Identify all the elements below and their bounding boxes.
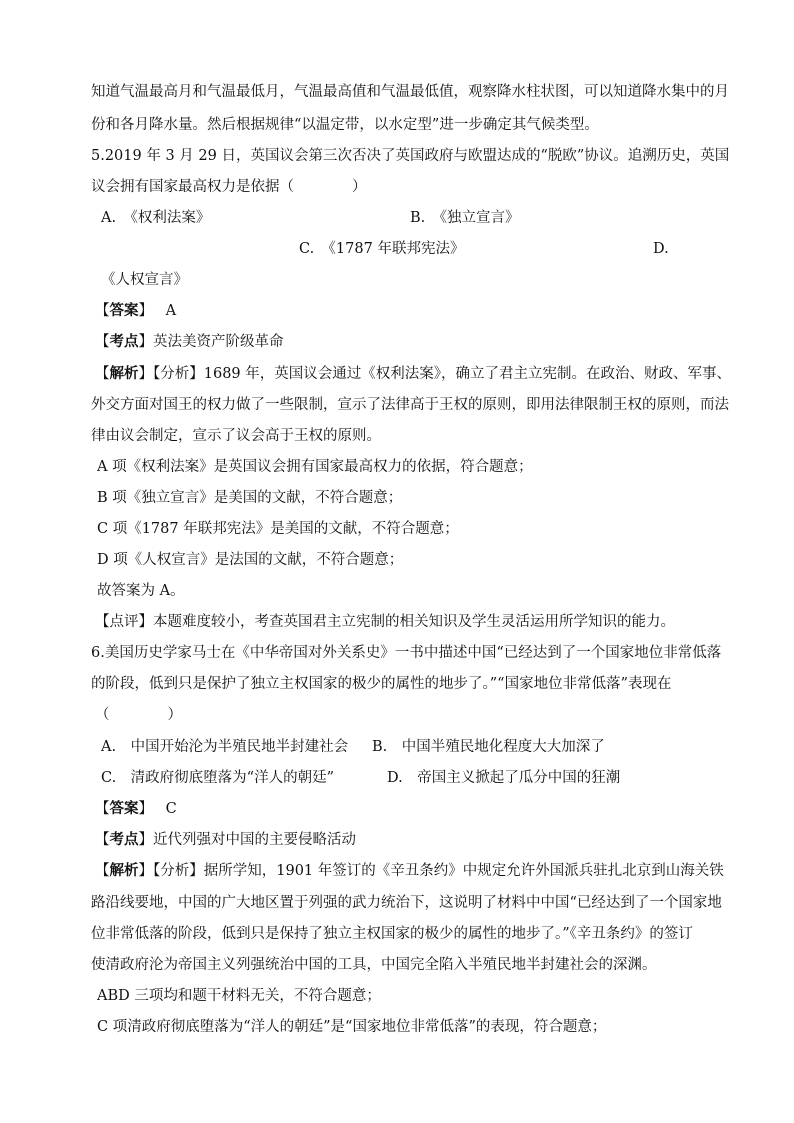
q5-dianping-tag: 【点评】 bbox=[95, 614, 153, 630]
q6-analysis-line-2: 路沿线要地，中国的广大地区置于列强的武力统治下，这说明了材料中中国“已经达到了一个国家地 bbox=[91, 895, 722, 911]
q5-analysis-line-3: 律由议会制定，宣示了议会高于王权的原则。 bbox=[91, 428, 381, 444]
q5-option-d-text: 《人权宣言》 bbox=[101, 272, 188, 288]
q5-item-d: D 项《人权宣言》是法国的文献，不符合题意； bbox=[97, 552, 404, 568]
q5-kaodian-tag: 【考点】 bbox=[95, 333, 153, 350]
q5-item-a: A 项《权利法案》是英国议会拥有国家最高权力的依据，符合题意； bbox=[97, 459, 533, 475]
q5-answer-value: A bbox=[165, 303, 177, 319]
q6-analysis-line-4: 使清政府沦为帝国主义列强统治中国的工具，中国完全陷入半殖民地半封建社会的深渊。 bbox=[91, 957, 657, 973]
q5-stem-line-1: 5.2019 年 3 月 29 日，英国议会第三次否决了英国政府与欧盟达成的“脱欧”协议。追溯历史，英国 bbox=[91, 148, 730, 164]
q5-analysis-line-1: 【解析】【分析】1689 年，英国议会通过《权利法案》，确立了君主立宪制。在政治、财政、军事、 bbox=[95, 365, 732, 382]
q5-item-b: B 项《独立宣言》是美国的文献，不符合题意； bbox=[97, 490, 403, 506]
q5-dianping-row: 【点评】本题难度较小，考查英国君主立宪制的相关知识及学生灵活运用所学知识的能力。 bbox=[95, 614, 675, 630]
q6-fenxi-tag: 【分析】 bbox=[153, 863, 204, 879]
q6-stem-line-3: （ ） bbox=[95, 707, 182, 723]
q6-analysis-line-3: 位非常低落的阶段，低到只是保持了独立主权国家的极少的属性的地步了。”《辛丑条约》的签订 bbox=[91, 926, 693, 942]
q6-kaodian-tag: 【考点】 bbox=[95, 831, 153, 848]
q6-option-b: B. 中国半殖民地化程度大大加深了 bbox=[372, 739, 605, 755]
q5-option-a: A. 《权利法案》 bbox=[101, 210, 211, 226]
q6-item-abd: ABD 三项均和题干材料无关，不符合题意； bbox=[97, 988, 381, 1004]
q5-fenxi-tag: 【分析】 bbox=[153, 366, 204, 382]
q5-analysis-line-2: 外交方面对国王的权力做了一些限制，宣示了法律高于王权的原则，即用法律限制王权的原则，而法 bbox=[91, 397, 729, 413]
q6-jiexi-tag: 【解析】 bbox=[95, 862, 153, 879]
intro-line-1: 知道气温最高月和气温最低月，气温最高值和气温最低值，观察降水柱状图，可以知道降水集中的月 bbox=[91, 84, 729, 100]
q5-stem-line-2: 议会拥有国家最高权力是依据（ ） bbox=[91, 179, 367, 195]
q6-item-c: C 项清政府彻底堕落为“洋人的朝廷”是“国家地位非常低落”的表现，符合题意； bbox=[97, 1019, 607, 1035]
q5-option-c: C. 《1787 年联邦宪法》 bbox=[299, 241, 465, 257]
q6-option-d: D. 帝国主义掀起了瓜分中国的狂潮 bbox=[387, 770, 621, 786]
q5-option-b: B. 《独立宣言》 bbox=[410, 210, 520, 226]
q5-jiexi-tag: 【解析】 bbox=[95, 365, 153, 382]
q6-stem-line-1: 6.美国历史学家马士在《中华帝国对外关系史》一书中描述中国“已经达到了一个国家地位非常低落 bbox=[91, 645, 722, 661]
q6-stem-line-2: 的阶段，低到只是保护了独立主权国家的极少的属性的地步了。”“国家地位非常低落”表现在 bbox=[91, 676, 672, 692]
q6-kaodian-row bbox=[95, 830, 356, 850]
q5-option-d-letter: D. bbox=[653, 241, 669, 257]
q5-item-c: C 项《1787 年联邦宪法》是美国的文献，不符合题意； bbox=[97, 521, 459, 537]
q5-kaodian-value: 英法美资产阶级革命 bbox=[153, 334, 284, 350]
q5-conclusion: 故答案为 A。 bbox=[97, 583, 185, 599]
q5-answer-tag: 【答案】 bbox=[95, 302, 153, 319]
q6-kaodian-value: 近代列强对中国的主要侵略活动 bbox=[153, 832, 356, 848]
q6-option-a: A. 中国开始沦为半殖民地半封建社会 bbox=[101, 739, 349, 755]
q6-analysis-line-1: 【解析】【分析】据所学知，1901 年签订的《辛丑条约》中规定允许外国派兵驻扎北京到山海关铁 bbox=[95, 862, 724, 879]
q6-answer-tag: 【答案】 bbox=[95, 800, 153, 817]
q5-answer-row bbox=[95, 301, 176, 321]
q6-option-c: C. 清政府彻底堕落为“洋人的朝廷” bbox=[101, 770, 335, 786]
q5-kaodian-row bbox=[95, 332, 284, 352]
q6-answer-row bbox=[95, 799, 177, 819]
q6-answer-value: C bbox=[165, 801, 177, 817]
intro-line-2: 份和各月降水量。然后根据规律“以温定带，以水定型”进一步确定其气候类型。 bbox=[91, 117, 599, 133]
